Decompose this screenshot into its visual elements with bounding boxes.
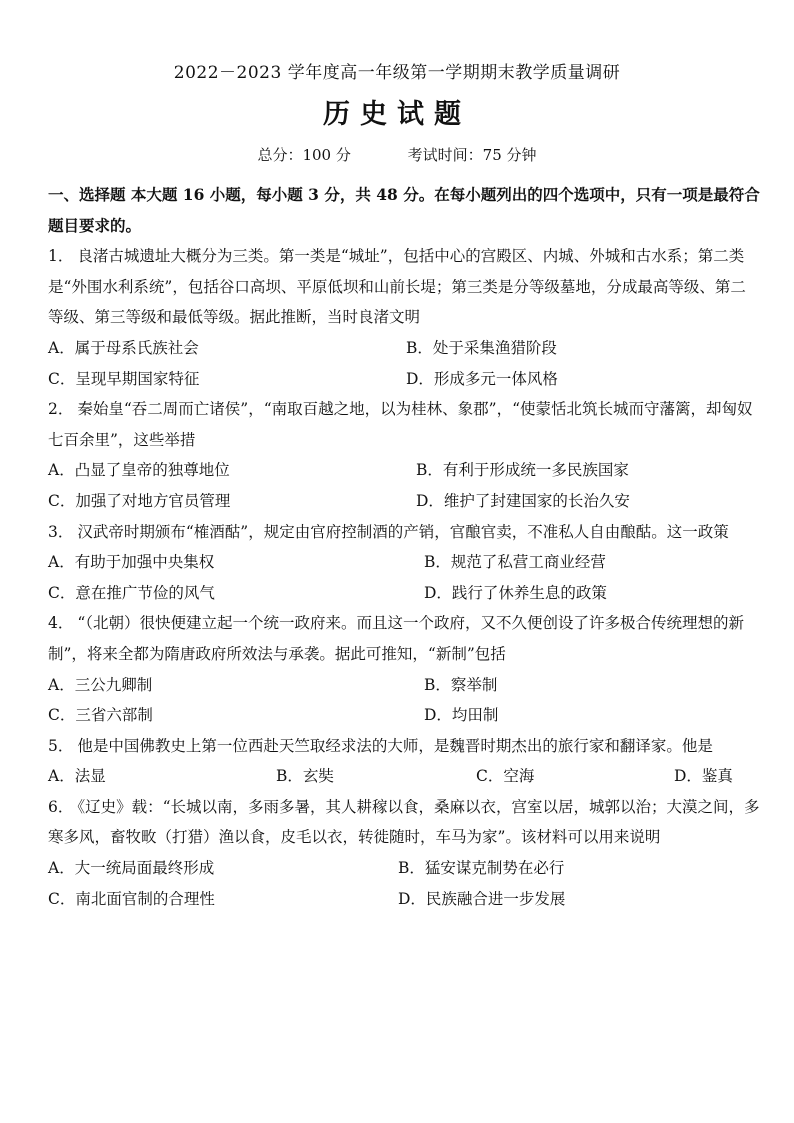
option-d[interactable]: D．形成多元一体风格 — [406, 369, 558, 388]
question-number: 4． — [48, 614, 74, 633]
option-a[interactable]: A．法显 — [48, 767, 106, 786]
option-c[interactable]: C．加强了对地方官员管理 — [48, 491, 231, 510]
exam-time: 考试时间：75 分钟 — [407, 146, 537, 164]
question-1 — [48, 241, 760, 333]
question-number: 3． — [48, 522, 74, 541]
option-b[interactable]: B．规范了私营工商业经营 — [424, 553, 606, 572]
question-section — [48, 180, 760, 914]
option-b[interactable]: B．猛安谋克制势在必行 — [398, 859, 565, 878]
question-stem: 良渚古城遗址大概分为三类。第一类是“城址”，包括中心的宫殿区、内城、外城和古水系；第二类是“外围水利系统”，包括谷口高坝、平原低坝和山前长堤；第三类是分等级墓地，分成最高等级、第二等级、第三等级和最低等级。据此推断，当时良渚文明 — [48, 247, 746, 327]
question-6-options — [48, 853, 760, 914]
option-b[interactable]: B．有利于形成统一多民族国家 — [416, 461, 629, 480]
option-d[interactable]: D．鉴真 — [674, 767, 733, 786]
question-1-options — [48, 333, 760, 394]
question-number: 6． — [48, 797, 74, 816]
option-c[interactable]: C．南北面官制的合理性 — [48, 889, 215, 908]
question-number: 1． — [48, 247, 74, 266]
question-stem: “（北朝）很快便建立起一个统一政府来。而且这一个政府，又不久便创设了许多极合传统理想的新制”，将来全都为隋唐政府所效法与承袭。据此可推知，“新制”包括 — [48, 614, 745, 663]
question-5-options — [48, 761, 760, 792]
option-c[interactable]: C．呈现早期国家特征 — [48, 369, 200, 388]
option-d[interactable]: D．均田制 — [424, 706, 499, 725]
question-2 — [48, 394, 760, 455]
option-c[interactable]: C．三省六部制 — [48, 706, 153, 725]
option-b[interactable]: B．察举制 — [424, 675, 498, 694]
option-d[interactable]: D．维护了封建国家的长治久安 — [416, 491, 630, 510]
total-score: 总分：100 分 — [257, 146, 351, 164]
question-4-options — [48, 670, 760, 731]
option-c[interactable]: C．空海 — [476, 767, 535, 786]
question-3-options — [48, 547, 760, 608]
option-b[interactable]: B．处于采集渔猎阶段 — [406, 338, 557, 357]
option-d[interactable]: D．践行了休养生息的政策 — [424, 583, 607, 602]
section-instruction: 一、选择题 本大题 16 小题，每小题 3 分，共 48 分。在每小题列出的四个选项中，只有一项是最符合题目要求的。 — [48, 185, 760, 235]
question-6 — [48, 792, 760, 853]
page-title: 历史试题 — [323, 99, 471, 130]
option-a[interactable]: A．大一统局面最终形成 — [48, 859, 215, 878]
question-stem: 秦始皇“吞二周而亡诸侯”，“南取百越之地，以为桂林、象郡”，“使蒙恬北筑长城而守藩篱，却匈奴七百余里”，这些举措 — [48, 400, 753, 449]
question-2-options — [48, 455, 760, 516]
question-4 — [48, 608, 760, 669]
option-c[interactable]: C．意在推广节俭的风气 — [48, 583, 215, 602]
question-5 — [48, 731, 760, 762]
question-stem: 他是中国佛教史上第一位西赴天竺取经求法的大师，是魏晋时期杰出的旅行家和翻译家。他是 — [77, 736, 713, 755]
option-a[interactable]: A．三公九卿制 — [48, 675, 153, 694]
question-stem: 《辽史》载：“长城以南，多雨多暑，其人耕稼以食，桑麻以衣，宫室以居，城郭以治；大漠之间，多寒多风，畜牧畋（打猎）渔以食，皮毛以衣，转徙随时，车马为家”。该材料可以用来说明 — [48, 797, 760, 847]
option-a[interactable]: A．属于母系氏族社会 — [48, 338, 199, 357]
exam-subtitle: 2022－2023 学年度高一年级第一学期期末教学质量调研 — [173, 63, 621, 83]
option-d[interactable]: D．民族融合进一步发展 — [398, 889, 566, 908]
option-b[interactable]: B．玄奘 — [276, 767, 334, 786]
question-3 — [48, 517, 760, 548]
question-number: 2． — [48, 400, 74, 419]
exam-meta — [0, 144, 794, 165]
question-number: 5． — [48, 736, 74, 755]
option-a[interactable]: A．有助于加强中央集权 — [48, 553, 215, 572]
option-a[interactable]: A．凸显了皇帝的独尊地位 — [48, 461, 230, 480]
question-stem: 汉武帝时期颁布“榷酒酤”，规定由官府控制酒的产销，官酿官卖，不准私人自由酿酤。这一政策 — [77, 522, 729, 541]
